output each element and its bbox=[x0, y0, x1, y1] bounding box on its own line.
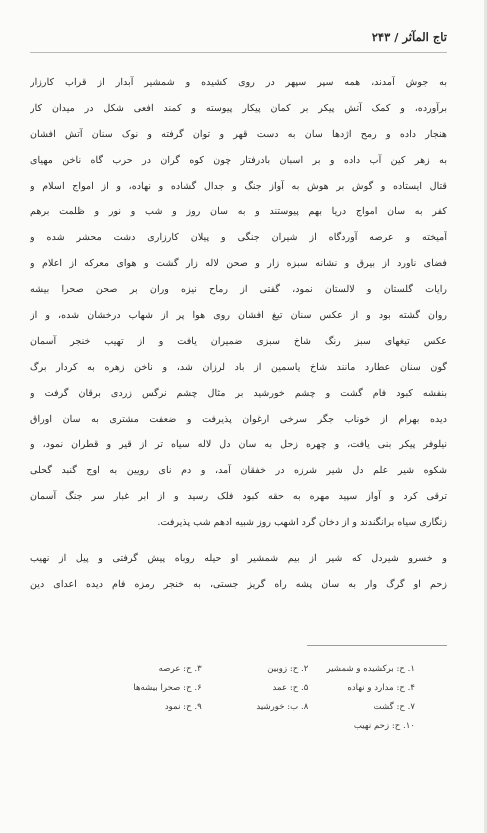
text-line: قتال ایستاده و گوش بر هوش به آواز جنگ و جدال گشاده و نهاده، و از امواج اسلام و bbox=[30, 180, 447, 192]
footnote-row bbox=[95, 698, 415, 717]
footnote bbox=[202, 717, 309, 736]
text-line: گون سنان عطارد مانند شاخ یاسمین از باد لرزان شد، و ناخن زهره به کردار برگ bbox=[30, 361, 447, 373]
text-line: عکس تیغهای سبز رنگ شاخ سبزی ضمیران یافت و از تهیب خنجر آسمان bbox=[30, 335, 447, 347]
footnote-rule bbox=[307, 645, 447, 646]
text-line: دیده بهرام از خوناب جگر سرخی ارغوان پذیرفت و ضعفت مشتری به سان اوراق bbox=[30, 413, 447, 425]
footnote: ۳. ح: عرصه bbox=[158, 664, 202, 674]
footnote: ۴. ح: مدارد و نهاده bbox=[347, 683, 415, 693]
text-line: زنگاری سیاه برانگندند و از دخان گرد اشهب روز شبیه ادهم شب پذیرفت. bbox=[157, 517, 447, 529]
footnote: ۸. ب: خورشید bbox=[256, 702, 309, 712]
text-line: کفر به سان امواج دریا بهم پیوستند و به سان روز و شب و نور و ظلمت برهم bbox=[30, 206, 447, 218]
text-line: هنجار داده و رمح اژدها سان به دست قهر و توان گرفته و نوک سنان آتش افشان bbox=[30, 128, 447, 140]
header-rule bbox=[30, 52, 447, 53]
text-line: و خسرو شیردل که شیر از بیم شمشیر او حیله روباه پیش گرفتی و پیل از نهیب bbox=[30, 553, 447, 565]
text-line: به جوش آمدند، همه سپر سپهر در روی کشیده و شمشیر آبدار از قراب کارزار bbox=[30, 77, 447, 88]
text-line: آمیخته و عرصه آوردگاه از شیران جنگی و پیلان کارزاری دشت محشر شده و bbox=[30, 232, 447, 244]
footnote-row bbox=[95, 660, 415, 679]
footnote-row bbox=[95, 679, 415, 698]
footnote bbox=[95, 717, 202, 736]
footnote: ۷. ح: گشت bbox=[373, 702, 415, 712]
footnote: ۹. ح: نمود bbox=[164, 702, 202, 712]
text-line: رایات گلستان و لالستان نمود، گفتی از رماح نیزه وران بر صحن صحرا بیشه bbox=[30, 284, 447, 296]
text-line: فضای ناورد از بیرق و نشانه سبزه زار و صحن لاله زار گشت و هوای معرکه از اعلام و bbox=[30, 258, 447, 270]
footnote-row bbox=[95, 717, 415, 736]
footnote: ۱. ح: برکشیده و شمشیر bbox=[326, 664, 415, 674]
footnote: ۲. ح: زوبین bbox=[267, 664, 309, 674]
text-line: روان گشته بود و از عکس سنان تیغ افشان روی هوا پر از شهاب درخشان شده، و از bbox=[30, 310, 447, 322]
footnotes bbox=[95, 660, 415, 736]
text-line: زحم او گرگ وار به سان پشه راه گریز جستی، به خنجر رمزه فام دیده اعدای دین bbox=[30, 578, 447, 590]
text-line: به زهر کین آب داده و بر اسبان بادرفتار چون کوه گران در حرب گاه ناخن مهیای bbox=[30, 154, 447, 166]
footnote: ۵. ح: عمد bbox=[272, 683, 309, 693]
text-line: ترقی کرد و آواز سپید مهره به حقه کبود فلک رسید و از ابر غبار سر جنگ آسمان bbox=[30, 491, 447, 503]
footnote: ۶. ح: صحرا بیشه‌ها bbox=[133, 683, 202, 693]
paragraph-gap bbox=[30, 536, 447, 546]
running-header: تاج المآثر / ۲۴۳ bbox=[371, 30, 447, 44]
footnote: ۱۰. ح: زحم نهیب bbox=[353, 721, 415, 731]
text-line: شکوه شیر علم دل شیر شرزه در خفقان آمد، و دم نای رویین به اوج گنبد گحلی bbox=[30, 465, 447, 477]
text-line: بنفشه کبود فام گشت و چشم خورشید بر مثال چشم نرگس زردی برقان گرفت و bbox=[30, 387, 447, 399]
text-line: نیلوفر پیکر بنی یافت، و چهره زحل به سان دل لاله سیاه تر از قیر و قطران نمود، و bbox=[30, 439, 447, 451]
paragraph-2 bbox=[30, 546, 447, 598]
body-text bbox=[30, 70, 447, 598]
paragraph-1 bbox=[30, 70, 447, 536]
text-line: برآورده، و کمک آتش پیکر بر کمان پیکار پیوسته و کمند افعی شکل در میدان کار bbox=[30, 102, 447, 114]
